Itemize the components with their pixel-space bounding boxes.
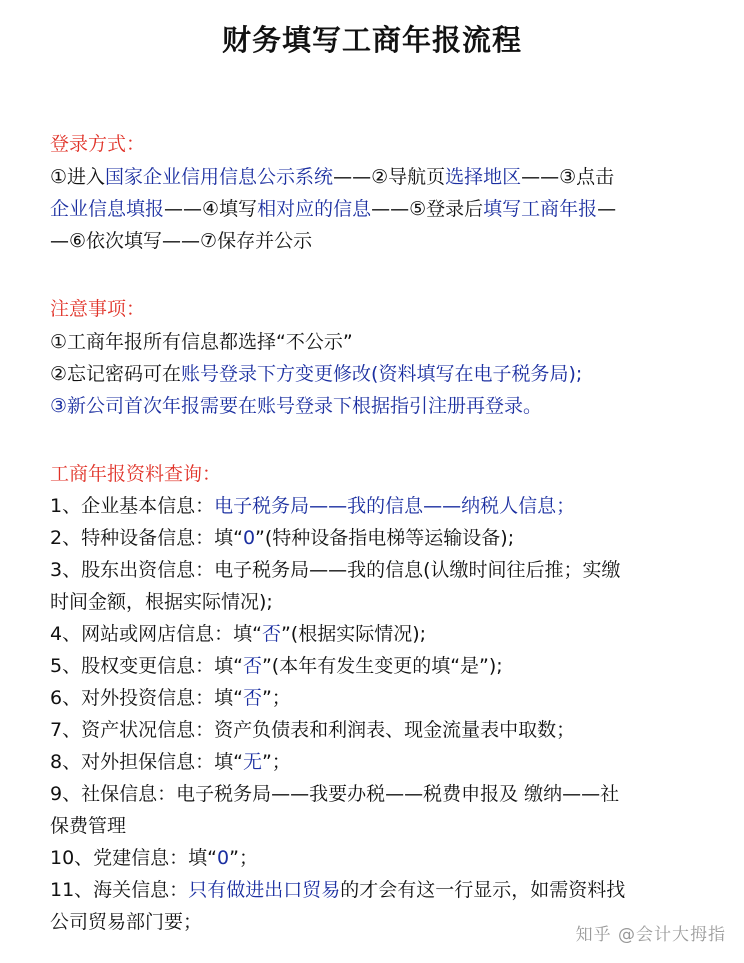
- login-text: ——⑤登录后: [371, 198, 484, 220]
- query-item: [50, 810, 710, 842]
- login-step-line-3: [50, 225, 710, 257]
- query-item-text: 4、网站或网店信息：填“: [50, 623, 262, 645]
- fill-annual-report-text: 填写工商年报: [483, 198, 598, 220]
- page-title: 财务填写工商年报流程: [221, 23, 522, 57]
- note-text: ①工商年报所有信息都选择“不公示”: [50, 331, 353, 353]
- query-item-text: 6、对外投资信息：填“: [50, 687, 243, 709]
- enterprise-info-text: 企业信息填报: [50, 198, 165, 220]
- query-item-highlight: 电子税务局——我的信息——纳税人信息；: [214, 495, 576, 517]
- notes-heading: 注意事项：: [50, 298, 146, 320]
- query-item-text: 的才会有这一行显示，如需资料找: [340, 879, 626, 901]
- query-item-text: 2、特种设备信息：填“: [50, 527, 243, 549]
- select-region-text: 选择地区: [445, 166, 522, 188]
- query-item: [50, 682, 710, 714]
- query-item-text: ”；: [261, 687, 291, 709]
- login-text: ——③点击: [521, 166, 615, 188]
- login-text: —: [597, 198, 617, 220]
- login-text: ——②导航页: [333, 166, 446, 188]
- query-section: [50, 458, 710, 938]
- query-list: [50, 490, 710, 938]
- system-link-text: 国家企业信用信息公示系统: [105, 166, 334, 188]
- query-item-highlight: 否: [261, 623, 281, 645]
- query-item-highlight: 否: [242, 687, 262, 709]
- query-item-text: 公司贸易部门要；: [50, 911, 203, 933]
- query-item: [50, 554, 710, 586]
- query-item-text: ”；: [261, 751, 291, 773]
- query-item-text: 7、资产状况信息：资产负债表和利润表、现金流量表中取数；: [50, 719, 576, 741]
- query-item-text: 8、对外担保信息：填“: [50, 751, 243, 773]
- query-item: [50, 490, 710, 522]
- note-item: [50, 358, 710, 390]
- query-item-text: ”(特种设备指电梯等运输设备);: [255, 527, 515, 549]
- notes-section: [50, 293, 710, 422]
- query-item: [50, 714, 710, 746]
- query-item: [50, 522, 710, 554]
- query-heading: 工商年报资料查询：: [50, 463, 222, 485]
- query-item-text: 3、股东出资信息：电子税务局——我的信息(认缴时间往后推；实缴: [50, 559, 621, 581]
- query-item-text: 9、社保信息：电子税务局——我要办税——税费申报及 缴纳——社: [50, 783, 620, 805]
- query-item-highlight: 无: [242, 751, 262, 773]
- note-item: [50, 390, 710, 422]
- login-section: [50, 128, 710, 257]
- login-text: —⑥依次填写——⑦保存并公示: [50, 230, 313, 252]
- query-item-text: 保费管理: [50, 815, 127, 837]
- login-heading: 登录方式：: [50, 133, 146, 155]
- query-item-highlight: 否: [242, 655, 262, 677]
- query-item: [50, 586, 710, 618]
- note-blue-text: ③新公司首次年报需要在账号登录下根据指引注册再登录。: [50, 395, 543, 417]
- query-item: [50, 618, 710, 650]
- login-step-line-1: [50, 161, 710, 193]
- query-item: [50, 874, 710, 906]
- watermark: 知乎 @会计大拇指: [575, 925, 726, 945]
- query-item-text: 1、企业基本信息：: [50, 495, 215, 517]
- query-item: [50, 842, 710, 874]
- corresponding-info-text: 相对应的信息: [257, 198, 372, 220]
- query-item-text: 11、海关信息：: [50, 879, 189, 901]
- query-item-text: ”(根据实际情况);: [280, 623, 427, 645]
- query-item-text: 时间金额，根据实际情况);: [50, 591, 273, 613]
- login-step-line-2: [50, 193, 710, 225]
- login-text: ——④填写: [164, 198, 258, 220]
- login-text: ①进入: [50, 166, 106, 188]
- query-item: [50, 650, 710, 682]
- query-item: [50, 778, 710, 810]
- query-item-text: 10、党建信息：填“: [50, 847, 218, 869]
- query-item-text: ”；: [229, 847, 258, 869]
- query-item-text: ”(本年有发生变更的填“是”);: [261, 655, 503, 677]
- query-item: [50, 746, 710, 778]
- note-text: ②忘记密码可在: [50, 363, 182, 385]
- note-blue-text: 账号登录下方变更修改(资料填写在电子税务局);: [181, 363, 583, 385]
- query-item-highlight: 0: [242, 527, 256, 549]
- query-item-highlight: 0: [217, 847, 230, 869]
- query-item-highlight: 只有做进出口贸易: [188, 879, 341, 901]
- note-item: [50, 326, 710, 358]
- query-item-text: 5、股权变更信息：填“: [50, 655, 243, 677]
